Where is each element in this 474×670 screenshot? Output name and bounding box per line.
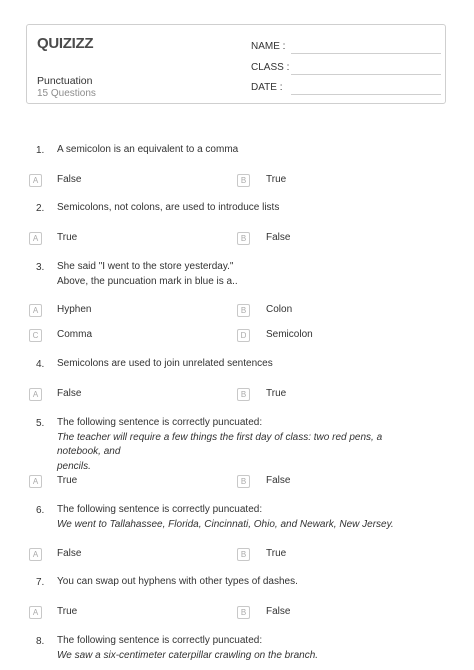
class-line (291, 74, 441, 75)
option-text[interactable]: False (266, 606, 291, 617)
question-number: 6. (36, 505, 45, 516)
question-number: 4. (36, 359, 45, 370)
worksheet-header (26, 24, 446, 104)
question-text (57, 575, 417, 590)
date-field[interactable] (251, 82, 282, 93)
option-text[interactable]: Hyphen (57, 304, 92, 315)
question-number: 1. (36, 145, 45, 156)
question-line: The following sentence is correctly puncuated: (57, 635, 263, 646)
option-letter-box[interactable]: B (237, 232, 250, 245)
option-text[interactable]: False (266, 475, 291, 486)
class-label: CLASS : (251, 62, 290, 73)
option-text[interactable]: Comma (57, 329, 93, 340)
date-label: DATE : (251, 82, 283, 93)
option-letter-box[interactable]: B (237, 475, 250, 488)
question-number: 7. (36, 577, 45, 588)
option-text[interactable]: False (57, 174, 82, 185)
option-letter-box[interactable]: B (237, 388, 250, 401)
option-letter-box[interactable]: A (29, 174, 42, 187)
option-letter-box[interactable]: D (237, 329, 250, 342)
option-text[interactable]: False (57, 548, 82, 559)
question-number: 3. (36, 262, 45, 273)
option-letter-box[interactable]: A (29, 304, 42, 317)
worksheet-title: Punctuation (37, 75, 93, 87)
option-letter-box[interactable]: A (29, 232, 42, 245)
option-letter-box[interactable]: C (29, 329, 42, 342)
option-letter-box[interactable]: B (237, 548, 250, 561)
name-line (291, 53, 441, 54)
question-line: A semicolon is an equivalent to a comma (57, 144, 239, 155)
question-count: 15 Questions (37, 88, 96, 99)
question-number: 8. (36, 636, 45, 647)
option-text[interactable]: True (57, 232, 78, 243)
quizizz-logo: QUIZIZZ (37, 35, 94, 52)
question-text (57, 634, 417, 663)
question-text (57, 260, 417, 289)
option-text[interactable]: True (266, 174, 287, 185)
name-label: NAME : (251, 41, 286, 52)
question-line: The following sentence is correctly puncuated: (57, 417, 263, 428)
option-text[interactable]: True (266, 388, 287, 399)
example-sentence: We saw a six-centimeter caterpillar crawling on the branch. (57, 649, 319, 661)
question-line: The following sentence is correctly puncuated: (57, 504, 263, 515)
question-text (57, 416, 417, 474)
option-letter-box[interactable]: A (29, 475, 42, 488)
class-field[interactable] (251, 62, 289, 73)
question-line: Above, the puncuation mark in blue is a.. (57, 275, 238, 287)
question-number: 2. (36, 203, 45, 214)
example-sentence: The teacher will require a few things the first day of class: two red pens, a notebook, and (57, 431, 383, 457)
example-sentence: pencils. (57, 460, 91, 472)
option-letter-box[interactable]: A (29, 548, 42, 561)
option-text[interactable]: False (57, 388, 82, 399)
option-letter-box[interactable]: B (237, 304, 250, 317)
question-line: Semicolons, not colons, are used to introduce lists (57, 202, 280, 213)
question-number: 5. (36, 418, 45, 429)
example-sentence: We went to Tallahassee, Florida, Cincinnati, Ohio, and Newark, New Jersey. (57, 518, 394, 530)
option-text[interactable]: False (266, 232, 291, 243)
question-line: Semicolons are used to join unrelated sentences (57, 358, 273, 369)
question-text (57, 357, 417, 372)
option-text[interactable]: True (57, 606, 78, 617)
option-text[interactable]: True (266, 548, 287, 559)
question-line: You can swap out hyphens with other types of dashes. (57, 576, 298, 587)
option-text[interactable]: True (57, 475, 78, 486)
question-text (57, 503, 417, 532)
question-text (57, 201, 417, 216)
option-letter-box[interactable]: B (237, 174, 250, 187)
question-text (57, 143, 417, 158)
option-text[interactable]: Semicolon (266, 329, 313, 340)
date-line (291, 94, 441, 95)
option-letter-box[interactable]: B (237, 606, 250, 619)
option-text[interactable]: Colon (266, 304, 293, 315)
option-letter-box[interactable]: A (29, 388, 42, 401)
name-field[interactable] (251, 41, 285, 52)
question-line: She said "I went to the store yesterday." (57, 261, 234, 272)
option-letter-box[interactable]: A (29, 606, 42, 619)
